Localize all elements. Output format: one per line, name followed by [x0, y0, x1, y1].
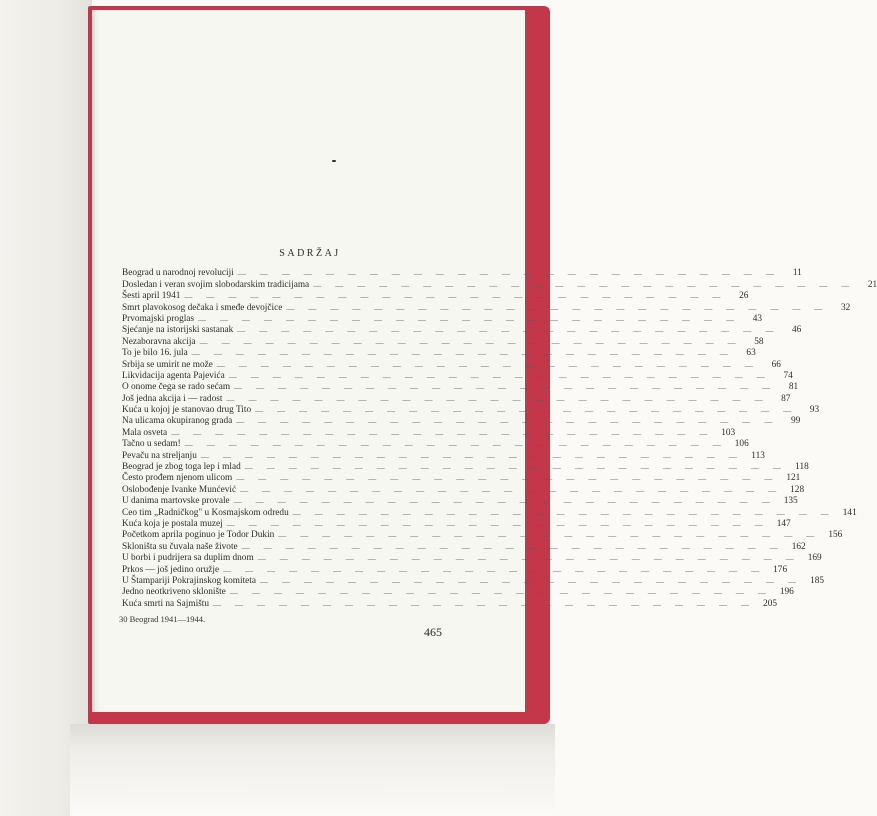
toc-entry [122, 553, 822, 564]
toc-entry [122, 291, 749, 302]
toc-entry [122, 541, 806, 552]
toc-entry-title: Jedno neotkriveno sklonište [122, 587, 226, 598]
toc-entry-title: Mala osveta [122, 427, 168, 438]
toc-dash-leader: — — — — — — — — — — — — — — — — — — — — — — — — — [200, 451, 743, 461]
toc-entry-page: 81 [788, 382, 799, 393]
toc-dash-leader: — — — — — — — — — — — — — — — — — — — — — — — — — [199, 337, 742, 347]
toc-dash-leader: — — — — — — — — — — — — — — — — — — — — — — — — — [286, 303, 829, 313]
toc-dash-leader: — — — — — — — — — — — — — — — — — — — — — — — — — [184, 440, 727, 450]
toc-entry [122, 313, 763, 325]
toc-entry [122, 427, 736, 438]
toc-entry [122, 598, 778, 609]
toc-dash-leader: — — — — — — — — — — — — — — — — — — — — — — — — — [237, 326, 780, 336]
toc-entry-page: 205 [763, 598, 778, 609]
toc-entry-title: Često prođem njenom ulicom [122, 473, 233, 484]
toc-entry-title: Nezaboravna akcija [122, 336, 196, 347]
toc-entry-title: Oslobođenje Ivanke Munćević [122, 484, 237, 495]
toc-dash-leader: — — — — — — — — — — — — — — — — — — — — — — — — — [236, 417, 779, 427]
toc-entry-page: 63 [746, 348, 756, 359]
toc-dash-leader: — — — — — — — — — — — — — — — — — — — — — — — — — [278, 531, 821, 541]
toc-entry-title: Na ulicama okupiranog grada [122, 416, 233, 427]
toc-entry [122, 370, 793, 382]
page-number: 465 [424, 625, 442, 639]
toc-entry-title: Kuća smrti na Sajmištu [122, 598, 210, 609]
toc-entry-page: 118 [795, 462, 809, 473]
toc-entry [122, 268, 802, 279]
toc-entry-page: 185 [810, 575, 825, 586]
toc-entry-page: 162 [791, 541, 806, 552]
toc-entry-title: O onome čega se rado sećam [122, 382, 231, 393]
toc-entry-page: 58 [754, 336, 764, 347]
toc-entry-title: Kuća koja je postala muzej [122, 518, 223, 529]
toc-entry-title: Smrt plavokosog dečaka i smeđe devojčice [122, 302, 283, 313]
toc-entry-page: 169 [807, 553, 822, 564]
toc-entry-page: 46 [791, 325, 802, 336]
toc-entry-page: 106 [734, 439, 749, 450]
toc-dash-leader: — — — — — — — — — — — — — — — — — — — — — — — — — [191, 349, 734, 359]
toc-entry-title: U borbi i pudrijera sa duplim dnom [122, 553, 254, 564]
toc-dash-leader: — — — — — — — — — — — — — — — — — — — — — — — — — [240, 485, 783, 495]
toc-entry [122, 484, 805, 495]
ink-speck [332, 160, 336, 162]
toc-entry-page: 74 [783, 370, 793, 381]
toc-entry [122, 575, 825, 587]
toc-entry [122, 325, 802, 336]
toc-dash-leader: — — — — — — — — — — — — — — — — — — — — — — — — — [171, 428, 714, 438]
toc-entry [122, 405, 820, 416]
toc-entry [122, 279, 877, 290]
toc-entry-title: To je bilo 16. jula [122, 348, 188, 359]
toc-entry [122, 416, 801, 427]
toc-entry-title: Šesti april 1941 [122, 291, 181, 302]
toc-entry [122, 302, 851, 313]
toc-dash-leader: — — — — — — — — — — — — — — — — — — — — — — — — — [313, 280, 856, 290]
toc-dash-leader: — — — — — — — — — — — — — — — — — — — — — — — — — [234, 383, 777, 393]
toc-dash-leader: — — — — — — — — — — — — — — — — — — — — — — — — — [213, 599, 756, 609]
toc-entry [122, 587, 794, 598]
toc-entry-page: 176 [773, 564, 788, 575]
toc-dash-leader: — — — — — — — — — — — — — — — — — — — — — — — — — [216, 360, 759, 370]
toc-entry [122, 348, 756, 359]
toc-dash-leader: — — — — — — — — — — — — — — — — — — — — — — — — — [241, 542, 784, 552]
toc-dash-leader: — — — — — — — — — — — — — — — — — — — — — — — — — [255, 406, 798, 416]
toc-entry [122, 462, 809, 473]
toc-entry-page: 21 [867, 279, 877, 290]
toc-entry [122, 336, 764, 347]
toc-entry [122, 439, 749, 450]
toc-dash-leader: — — — — — — — — — — — — — — — — — — — — — — — — — [226, 394, 769, 404]
toc-entry-page: 196 [779, 587, 794, 598]
table-of-contents [122, 268, 877, 610]
book-shadow [70, 724, 555, 816]
toc-entry-page: 147 [776, 518, 791, 529]
toc-entry [122, 507, 857, 518]
toc-entry [122, 382, 799, 393]
toc-entry-title: Još jedna akcija i — radost [122, 393, 223, 404]
toc-dash-leader: — — — — — — — — — — — — — — — — — — — — — — — — — [226, 519, 769, 529]
toc-entry [122, 450, 765, 461]
toc-dash-leader: — — — — — — — — — — — — — — — — — — — — — — — — — [260, 576, 803, 586]
signature-footnote: 30 Beograd 1941—1944. [119, 614, 206, 624]
toc-entry-title: Srbija se umirit ne može [122, 359, 213, 370]
toc-entry-title: Kuća u kojoj je stanovao drug Tito [122, 405, 252, 416]
toc-entry-title: Prkos — još jedino oružje [122, 564, 220, 575]
toc-entry-title: Beograd u narodnoj revoluciji [122, 268, 234, 279]
toc-entry-title: Dosledan i veran svojim slobodarskim tradicijama [122, 279, 310, 290]
toc-dash-leader: — — — — — — — — — — — — — — — — — — — — — — — — — [244, 463, 787, 473]
toc-entry-page: 135 [783, 496, 798, 507]
toc-entry-page: 156 [828, 530, 843, 541]
toc-entry [122, 473, 801, 484]
toc-entry [122, 530, 843, 541]
toc-dash-leader: — — — — — — — — — — — — — — — — — — — — — — — — — [229, 588, 772, 598]
toc-entry-page: 141 [842, 507, 857, 518]
toc-entry-page: 26 [739, 291, 749, 302]
toc-entry-page: 99 [790, 416, 801, 427]
facing-page-edge [0, 0, 92, 816]
toc-entry-page: 43 [752, 313, 763, 324]
toc-entry [122, 518, 791, 530]
toc-dash-leader: — — — — — — — — — — — — — — — — — — — — — — — — — [292, 508, 835, 518]
toc-entry-page: 93 [809, 405, 820, 416]
toc-entry-title: Skloništa su čuvala naše živote [122, 541, 238, 552]
toc-entry-title: Tačno u sedam! [122, 439, 181, 450]
toc-entry-page: 128 [790, 484, 805, 495]
toc-dash-leader: — — — — — — — — — — — — — — — — — — — — — — — — — [223, 565, 766, 575]
toc-entry-title: Ceo tim „Radničkog" u Kosmajskom odredu [122, 507, 289, 518]
toc-entry-page: 11 [792, 268, 802, 279]
toc-dash-leader: — — — — — — — — — — — — — — — — — — — — — — — — — [184, 292, 727, 302]
toc-entry [122, 564, 788, 575]
toc-entry-title: Početkom aprila poginuo je Todor Dukin [122, 530, 275, 541]
toc-entry-page: 103 [721, 427, 736, 438]
toc-entry [122, 393, 791, 404]
toc-dash-leader: — — — — — — — — — — — — — — — — — — — — — — — — — [257, 554, 800, 564]
toc-entry-title: U Štampariji Pokrajinskog komiteta [122, 575, 257, 586]
toc-entry-title: Prvomajski proglas [122, 313, 195, 324]
toc-entry-title: Pevaču na streljanju [122, 450, 197, 461]
toc-entry-title: Likvidacija agenta Pajevića [122, 370, 225, 381]
toc-dash-leader: — — — — — — — — — — — — — — — — — — — — — — — — — [198, 314, 741, 324]
toc-dash-leader: — — — — — — — — — — — — — — — — — — — — — — — — — [228, 371, 771, 381]
toc-dash-leader: — — — — — — — — — — — — — — — — — — — — — — — — — [233, 497, 776, 507]
toc-entry-page: 66 [771, 359, 781, 370]
toc-dash-leader: — — — — — — — — — — — — — — — — — — — — — — — — — [237, 269, 780, 279]
toc-entry [122, 496, 798, 507]
toc-entry-title: U danima martovske provale [122, 496, 230, 507]
toc-heading: SADRŽAJ [279, 248, 341, 259]
toc-entry-page: 121 [786, 473, 801, 484]
toc-entry-page: 32 [841, 302, 851, 313]
toc-entry-title: Beograd je zbog toga lep i mlad [122, 462, 241, 473]
toc-entry-page: 113 [751, 450, 765, 461]
toc-entry [122, 359, 781, 370]
toc-entry-title: Sjećanje na istorijski sastanak [122, 325, 234, 336]
toc-dash-leader: — — — — — — — — — — — — — — — — — — — — — — — — — [236, 474, 779, 484]
toc-entry-page: 87 [781, 393, 791, 404]
